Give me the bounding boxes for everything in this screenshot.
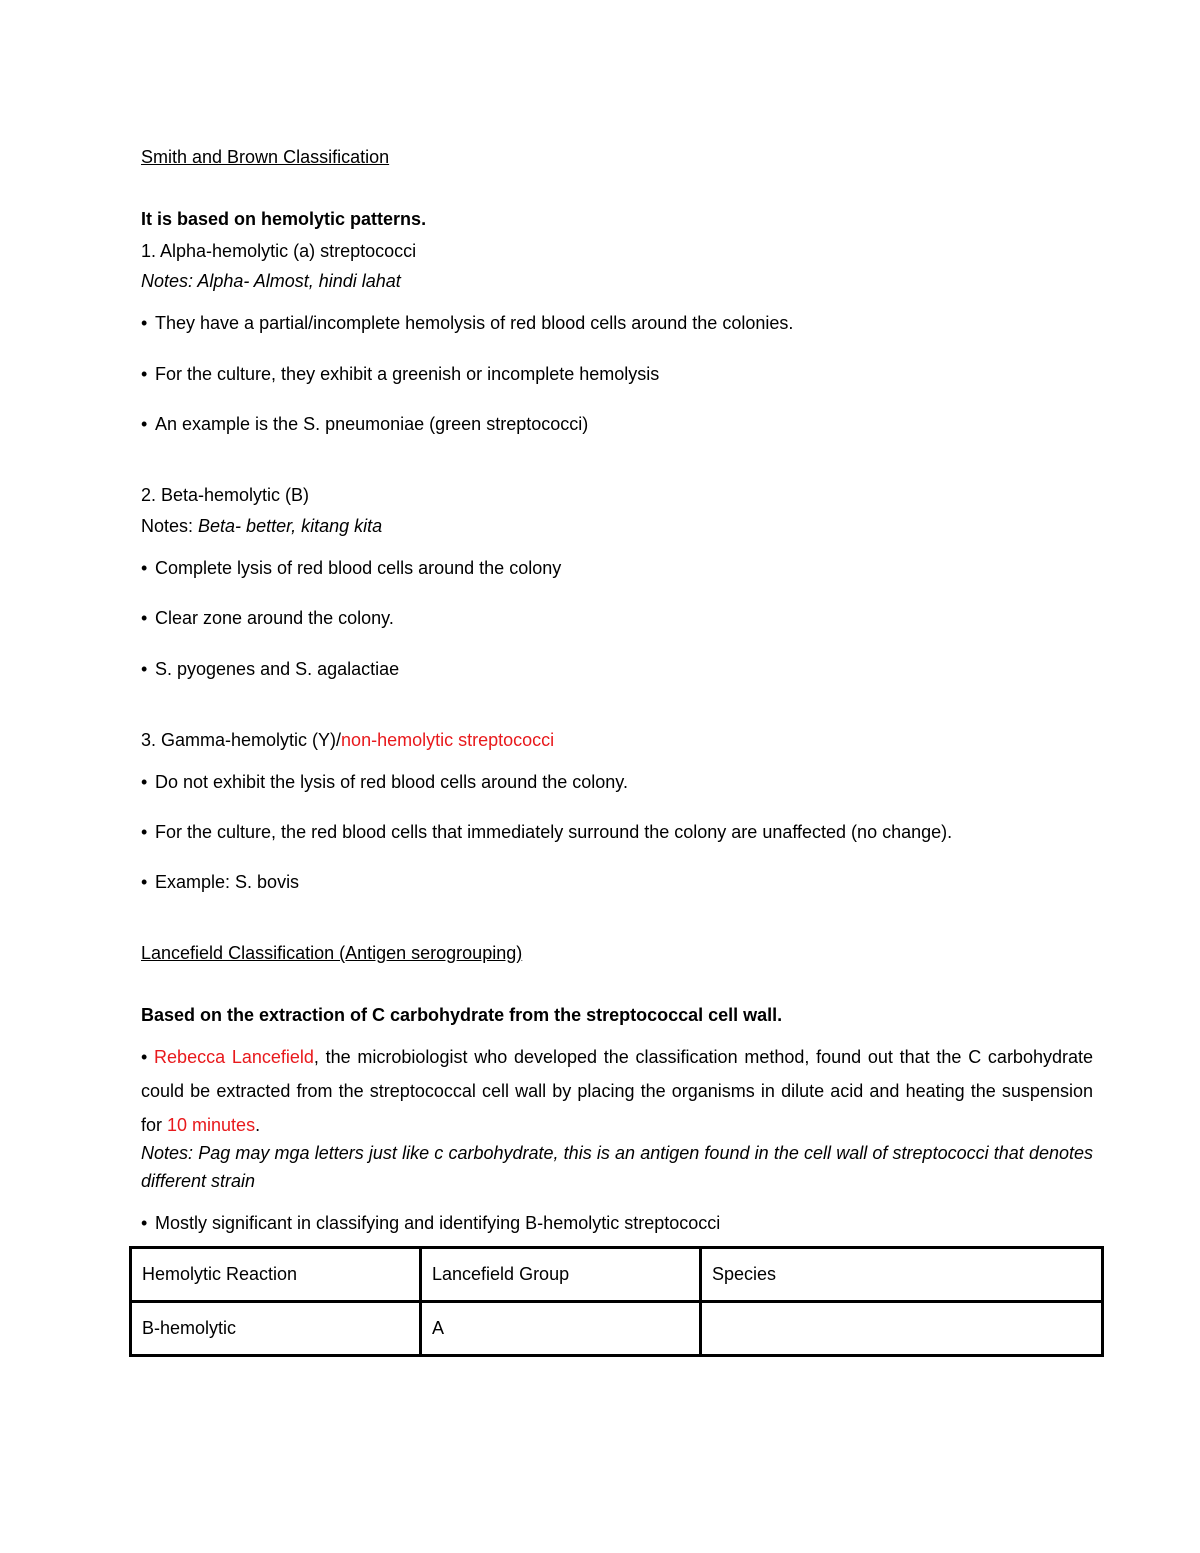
beta-bullet-2: • Clear zone around the colony.	[141, 608, 394, 628]
lancefield-heading: Lancefield Classification (Antigen serogrouping)	[141, 943, 523, 963]
smith-brown-basis: It is based on hemolytic patterns.	[141, 209, 427, 229]
beta-notes: Notes: Beta- better, kitang kita	[141, 516, 383, 536]
alpha-bullet-1: • They have a partial/incomplete hemolysis of red blood cells around the colonies.	[141, 313, 794, 333]
alpha-bullet-2: • For the culture, they exhibit a greenish or incomplete hemolysis	[141, 364, 660, 384]
table-header-cell: Lancefield Group	[421, 1248, 701, 1302]
gamma-bullet-1: • Do not exhibit the lysis of red blood cells around the colony.	[141, 772, 628, 792]
gamma-bullet-3: • Example: S. bovis	[141, 872, 300, 892]
lancefield-paragraph: • Rebecca Lancefield, the microbiologist who developed the classification method, found out that the C carbohydrate could be extracted from the streptococcal cell wall by placing the organisms in dilute acid and heating the suspension for 10 minutes.	[141, 1047, 1093, 1135]
smith-brown-heading: Smith and Brown Classification	[141, 147, 390, 167]
alpha-notes: Notes: Alpha- Almost, hindi lahat	[141, 271, 401, 291]
beta-bullet-1: • Complete lysis of red blood cells around the colony	[141, 558, 562, 578]
lancefield-bullet: • Mostly significant in classifying and identifying B-hemolytic streptococci	[141, 1213, 721, 1233]
table-cell: A	[421, 1302, 701, 1356]
alpha-title: 1. Alpha-hemolytic (a) streptococci	[141, 241, 417, 261]
table-header-row	[131, 1248, 1103, 1302]
gamma-title: 3. Gamma-hemolytic (Y)/non-hemolytic streptococci	[141, 730, 555, 750]
alpha-bullet-3: • An example is the S. pneumoniae (green streptococci)	[141, 414, 589, 434]
table-header-cell: Species	[701, 1248, 1103, 1302]
gamma-bullet-2: • For the culture, the red blood cells that immediately surround the colony are unaffected (no change).	[141, 822, 953, 842]
beta-title: 2. Beta-hemolytic (B)	[141, 485, 310, 505]
table-row	[131, 1302, 1103, 1356]
lancefield-notes: Notes: Pag may mga letters just like c carbohydrate, this is an antigen found in the cell wall of streptococci that denotes different strain	[141, 1143, 1093, 1191]
lancefield-table	[129, 1246, 1104, 1357]
table-cell	[701, 1302, 1103, 1356]
table-header-cell: Hemolytic Reaction	[131, 1248, 421, 1302]
beta-bullet-3: • S. pyogenes and S. agalactiae	[141, 659, 400, 679]
table-cell: B-hemolytic	[131, 1302, 421, 1356]
lancefield-basis: Based on the extraction of C carbohydrate from the streptococcal cell wall.	[141, 1005, 783, 1025]
